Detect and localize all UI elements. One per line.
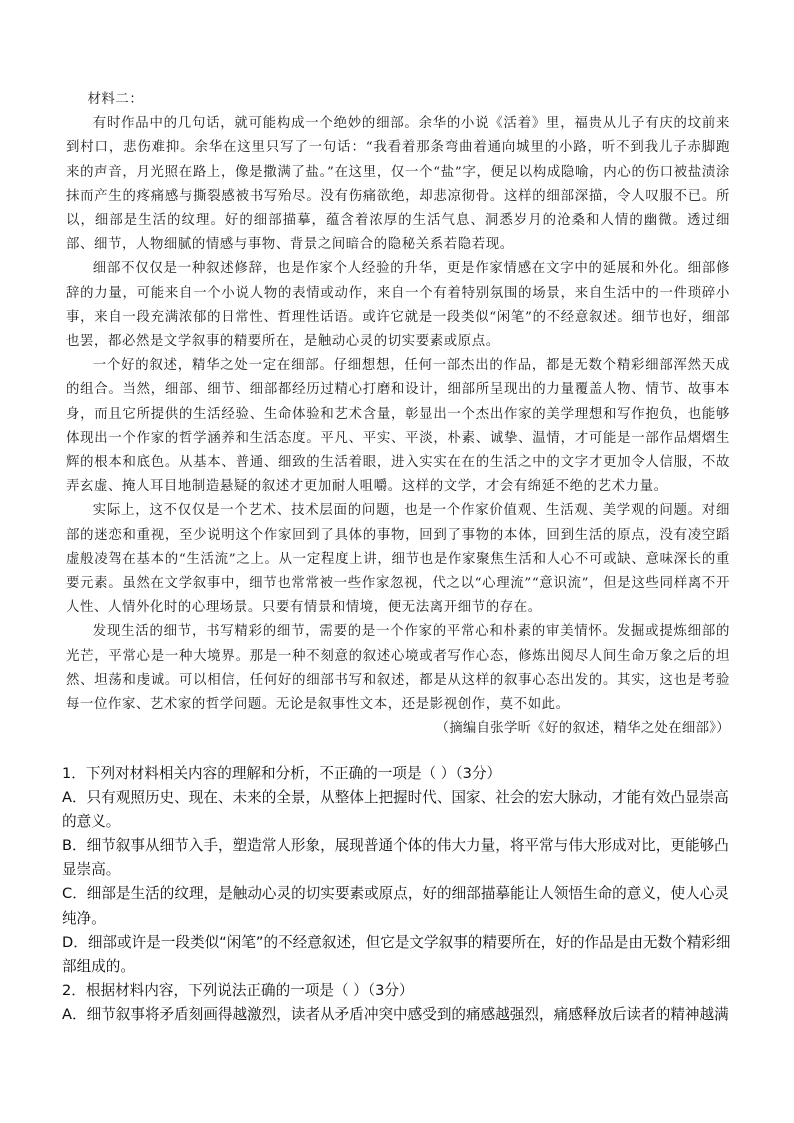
question-1-option-a: A．只有观照历史、现在、未来的全景，从整体上把握时代、国家、社会的宏大脉动，才能有效凸显崇高的意义。: [62, 789, 729, 831]
material-paragraph: 一个好的叙述，精华之处一定在细部。仔细想想，任何一部杰出的作品，都是无数个精彩细部浑然天成的组合。当然，细部、细节、细部都经历过精心打磨和设计，细部所呈现出的力量覆盖人物、情节、故事本身，而且它所提供的生活经验、生命体验和艺术含量，彰显出一个杰出作家的美学理想和写作抱负，也能够体现出一个作家的哲学涵养和生活态度。平凡、平实、平淡，朴素、诚挚、温情，才可能是一部作品熠熠生辉的根本和底色。从基本、普通、细致的生活着眼，进入实实在在的生活之中的文字才更加令人信服，不故弄玄虚、掩人耳目地制造悬疑的叙述才更加耐人咀嚼。这样的文学，才会有绵延不绝的艺术力量。: [66, 358, 730, 495]
material-source: （摘编自张学昕《好的叙述，精华之处在细部》）: [435, 721, 730, 737]
question-stem-2: 2．根据材料内容，下列说法正确的一项是（ ）（3分）: [62, 981, 414, 999]
question-1-option-c: C．细部是生活的纹理，是触动心灵的切实要素或原点，好的细部描摹能让人领悟生命的意义，使人心灵纯净。: [62, 885, 729, 927]
question-1-option-d: D．细部或许是一段类似“闲笔”的不经意叙述，但它是文学叙事的精要所在，好的作品是由无数个精彩细部组成的。: [62, 933, 731, 975]
question-stem-1: 1．下列对材料相关内容的理解和分析，不正确的一项是（ ）（3分）: [62, 765, 502, 782]
question-section: [62, 762, 732, 1027]
material-paragraph: 有时作品中的几句话，就可能构成一个绝妙的细部。余华的小说《活着》里，福贵从儿子有庆的坟前来到村口，悲伤难抑。余华在这里只写了一句话：“我看着那条弯曲着通向城里的小路，听不到我儿子赤脚跑来的声音，月光照在路上，像是撒满了盐。”在这里，仅一个“盐”字，便足以构成隐喻，内心的伤口被盐渍涂抹而产生的疼痛感与撕裂感被书写殆尽。没有伤痛欲绝，却悲凉彻骨。这样的细部深描，令人叹服不已。所以，细部是生活的纹理。好的细部描摹，蕴含着浓厚的生活气息、洞悉岁月的沧桑和人情的幽微。透过细部、细节，人物细腻的情感与事物、背景之间暗合的隐秘关系若隐若现。: [66, 116, 730, 253]
question-2-option-a: A．细节叙事将矛盾刻画得越激烈，读者从矛盾冲突中感受到的痛感越强烈，痛感释放后读者的精神越满: [62, 1005, 729, 1023]
material-heading: 材料二：: [87, 92, 144, 107]
material-paragraph: 细部不仅仅是一种叙述修辞，也是作家个人经验的升华，更是作家情感在文字中的延展和外化。细部修辞的力量，可能来自一个小说人物的表情或动作，来自一个有着特别氛围的场景，来自生活中的一件琐碎小事，来自一段充满浓郁的日常性、哲理性话语。或许它就是一段类似“闲笔”的不经意叙述。细节也好，细部也罢，都必然是文学叙事的精要所在，是触动心灵的切实要素或原点。: [66, 261, 730, 350]
question-1-option-b: B．细节叙事从细节入手，塑造常人形象，展现普通个体的伟大力量，将平常与伟大形成对比，更能够凸显崇高。: [62, 837, 729, 879]
material-paragraph: 实际上，这不仅仅是一个艺术、技术层面的问题，也是一个作家价值观、生活观、美学观的问题。对细部的迷恋和重视，至少说明这个作家回到了具体的事物，回到了事物的本体，回到生活的原点，没有凌空蹈虚般凌驾在基本的“生活流”之上。从一定程度上讲，细节也是作家聚焦生活和人心不可或缺、意味深长的重要元素。虽然在文学叙事中，细节也常常被一些作家忽视，代之以“心理流”“意识流”，但是这些同样离不开人性、人情外化时的心理场景。只要有情景和情境，便无法离开细节的存在。: [66, 503, 730, 616]
material-paragraph: 发现生活的细节，书写精彩的细节，需要的是一个作家的平常心和朴素的审美情怀。发掘或提炼细部的光芒，平常心是一种大境界。那是一种不刻意的叙述心境或者写作心态，修炼出阅尽人间生命万象之后的坦然、坦荡和虔诚。可以相信，任何好的细部书写和叙述，都是从这样的叙事心态出发的。其实，这也是考验每一位作家、艺术家的哲学问题。无论是叙事性文本，还是影视创作，莫不如此。: [66, 624, 730, 713]
reading-material: [66, 88, 730, 741]
